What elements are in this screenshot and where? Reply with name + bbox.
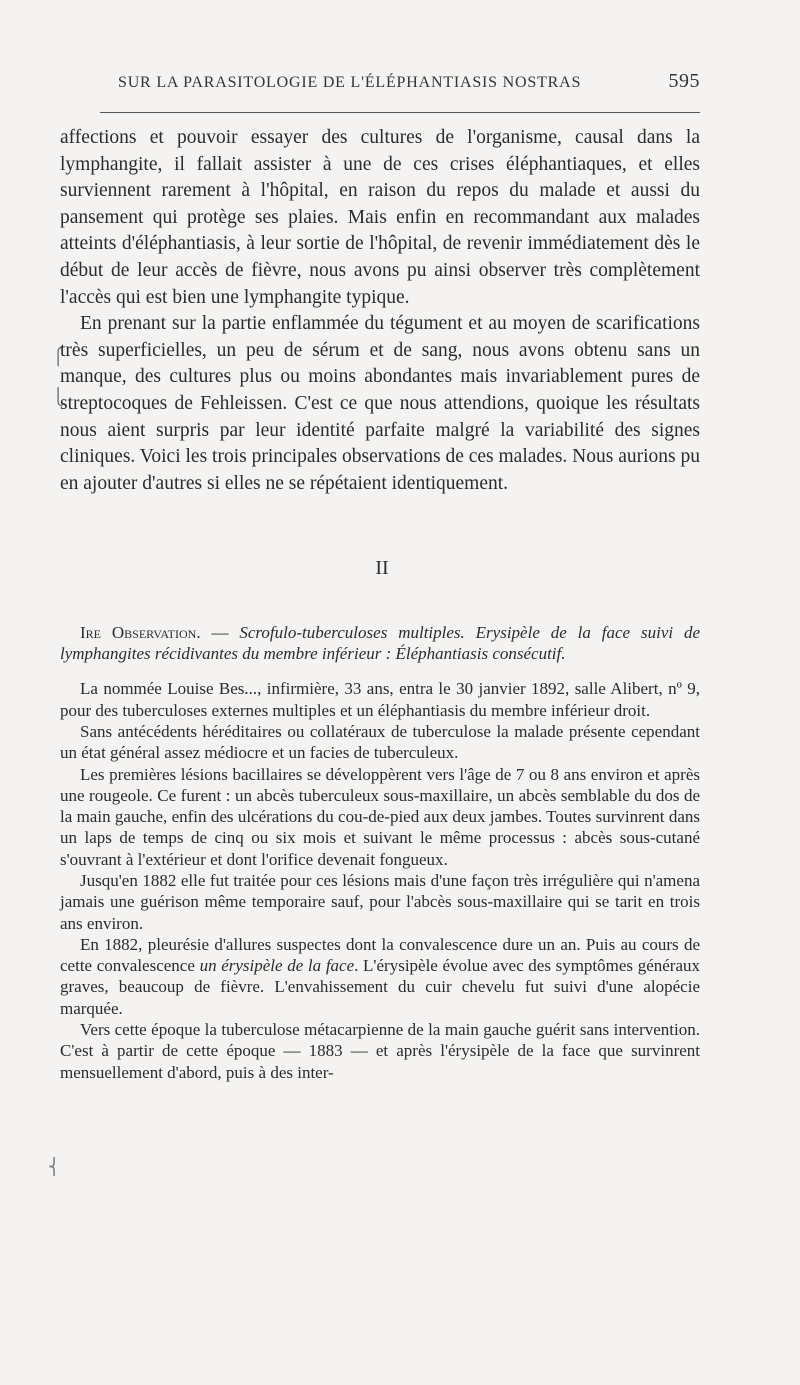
running-head-title: SUR LA PARASITOLOGIE DE L'ÉLÉPHANTIASIS NOSTRAS — [118, 74, 582, 91]
intro-section — [60, 125, 700, 497]
header-rule — [100, 112, 700, 113]
observation-body — [60, 678, 700, 1083]
margin-bracket-mark: ⎩ — [52, 389, 64, 406]
paragraph: affections et pouvoir essayer des cultures de l'organisme, causal dans la lymphangite, il fallait assister à une de ces crises éléphantiaques, et elles surviennent rarement à l'hôpital, en raison du repos du malade et aussi du pansement qui protège ses plaies. Mais enfin en recommandant aux malades atteints d'éléphantiasis, à leur sortie de l'hôpital, de revenir immédiatement dès le début de leur accès de fièvre, nous avons pu ainsi observer très complètement l'accès qui est bien une lymphangite typique. — [60, 127, 700, 308]
body-text — [60, 125, 700, 1083]
running-head — [118, 70, 700, 93]
paragraph: La nommée Louise Bes..., infirmière, 33 ans, entra le 30 janvier 1892, salle Alibert, nº 9, pour des tuberculoses externes multiples et un éléphantiasis du membre inférieur droit. — [60, 679, 700, 720]
observation-title — [60, 622, 700, 664]
text-run: . L'érysipèle évolue avec des symptômes généraux graves, beaucoup de fièvre. L'envahissement du cuir chevelu fut suivi d'une alopécie marquée. — [60, 956, 700, 1018]
italic-run: un érysipèle de la face — [199, 956, 355, 976]
observation-dash: — — [200, 623, 240, 643]
paragraph: Vers cette époque la tuberculose métacarpienne de la main gauche guérit sans intervention. C'est à partir de cette époque — 1883 — et après l'érysipèle de la face que survinrent mensuellement d'abord, puis à des inter- — [60, 1020, 700, 1082]
paragraph: Jusqu'en 1882 elle fut traitée pour ces lésions mais d'une façon très irrégulière qui n'amena jamais une guérison même temporaire sauf, pour l'abcès sous-maxillaire qui se tarit en trois ans environ. — [60, 870, 700, 933]
observation-heading: Scrofulo-tuberculoses multiples. Erysipèle de la face suivi de lymphangites récidivantes du membre inférieur : Éléphantiasis consécutif. — [60, 623, 701, 664]
paragraph: En prenant sur la partie enflammée du tégument et au moyen de scarifications très superficielles, un peu de sérum et de sang, nous avons obtenu sans un manque, des cultures plus ou moins abondantes mais invariablement pures de streptocoques de Fehleissen. C'est ce que nous attendions, quoique les résultats nous aient surpris par leur identité parfaite malgré la variabilité des signes cliniques. Voici les trois principales observations de ces malades. Nous aurions pu en ajouter d'autres si elles ne se répétaient identiquement. — [60, 313, 700, 494]
section-number: II — [375, 557, 389, 580]
paragraph — [60, 934, 700, 1019]
paragraph: Sans antécédents héréditaires ou collatéraux de tuberculose la malade présente cependant un état général assez médiocre et un facies de tuberculeux. — [60, 721, 700, 763]
margin-bracket-mark: ⎨ — [48, 1159, 60, 1176]
observation-number: Ire — [80, 623, 101, 643]
margin-bracket-mark: ⎧ — [52, 349, 64, 366]
page-number: 595 — [668, 70, 700, 92]
text-run: En 1882, pleurésie d'allures suspectes dont la convalescence dure un an. Puis au cours de cette convalescence — [60, 934, 700, 976]
paragraph: Les premières lésions bacillaires se développèrent vers l'âge de 7 ou 8 ans environ et après une rougeole. Ce furent : un abcès tuberculeux sous-maxillaire, un abcès semblable du dos de la main gauche, enfin des ulcérations du cou-de-pied aux deux jambes. Toutes survinrent dans un laps de temps de cinq ou six mois et suivant le même processus : abcès sous-cutané s'ouvrant à l'extérieur et dont l'orifice devenait fongueux. — [60, 764, 700, 869]
observation-label: Observation. — [111, 623, 201, 643]
